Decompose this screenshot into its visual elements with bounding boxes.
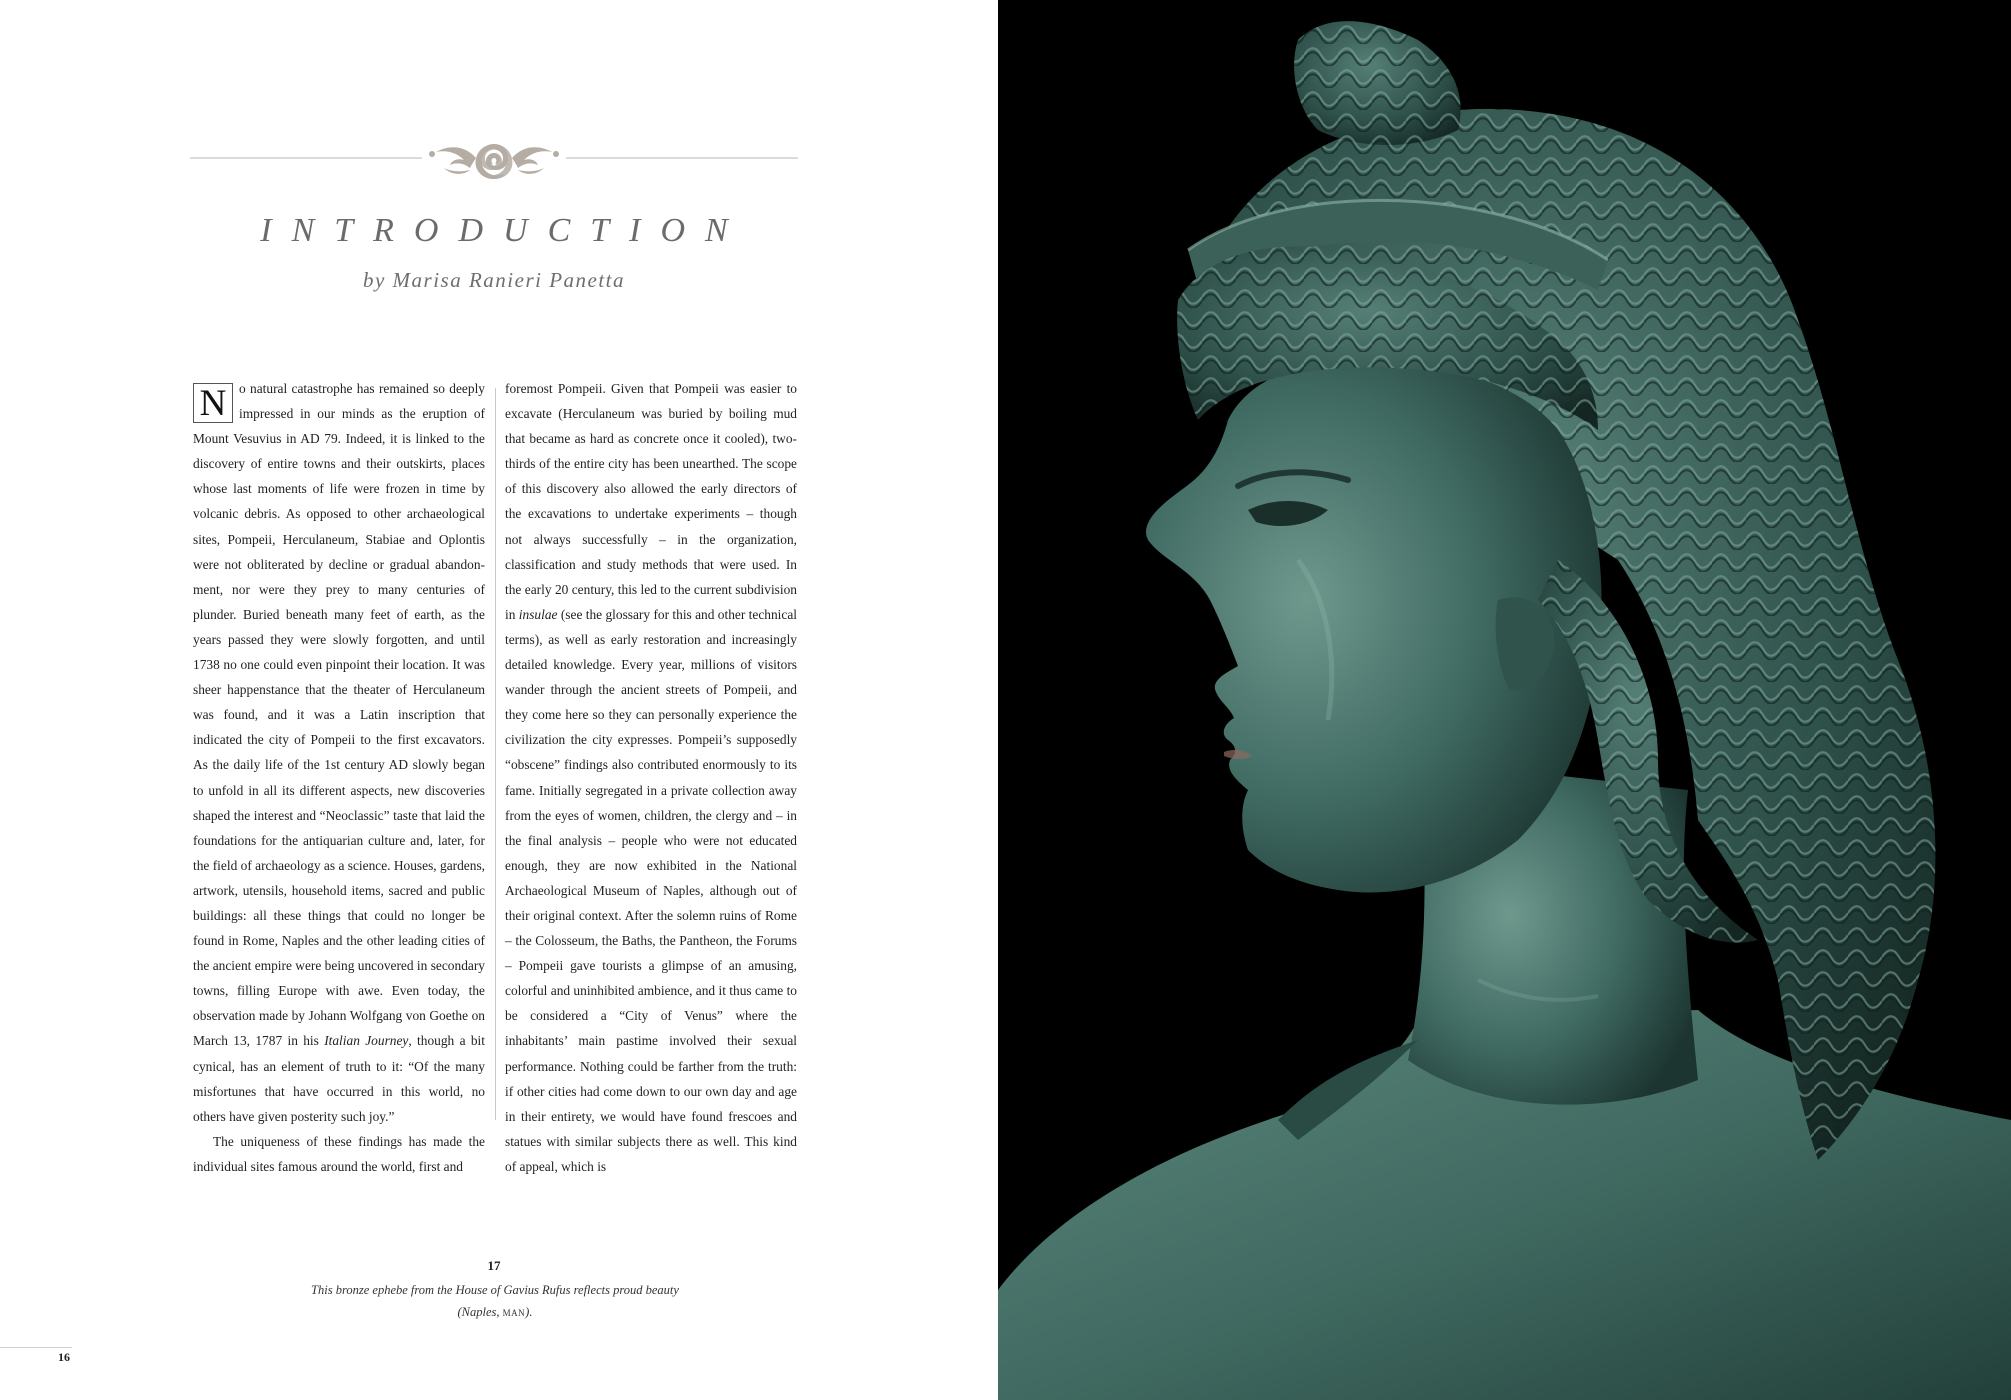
ornament-rule-right	[566, 157, 798, 159]
book-title-italic: Italian Journey	[324, 1033, 409, 1049]
scroll-ornament-icon	[422, 138, 566, 182]
text-column-1	[193, 376, 485, 1179]
column-2-text-end: (see the glossary for this and other technical terms), as well as early restoration and increasingly detailed knowledge. Every year, millions of visitors wander through the ancient streets of Pompeii, and they come here so they can personally experience the civilization the city expresses. Pompeii’s supposedly “obscene” findings also contributed enormously to its fame. Initially segregated in a private collection away from the eyes of women, children, the clergy and – in the final analysis – people who were not educated enough, they are now exhibited in the National Archaeological Museum of Naples, although out of their original context. After the solemn ruins of Rome – the Colosseum, the Baths, the Pantheon, the Forums – Pompeii gave tourists a glimpse of an amusing, colorful and uninhibited ambience, and it thus came to be considered a “City of Venus” where the inhabitants’ main pastime involved their sexual performance. Nothing could be farther from the truth: if other cities had come down to our own day and age in their entirety, we would have found frescoes and statues with similar subjects there as well. This kind of appeal, which is	[505, 606, 798, 1174]
paragraph-1	[193, 376, 485, 1129]
caption-location-close: ).	[525, 1305, 533, 1319]
paragraph-1-text-end: , though a bit cynical, has an element of truth to it: “Of the many misfortunes that have occurred in this world, no others have given posterity such joy.”	[193, 1033, 485, 1124]
paragraph-2-continued	[505, 376, 797, 1179]
paragraph-2: The uniqueness of these findings has made the individual sites famous around the world, first and	[193, 1133, 485, 1174]
caption-museum-abbr: man	[502, 1305, 526, 1319]
ornament-divider	[190, 138, 798, 192]
caption-text: This bronze ephebe from the House of Gavius Rufus reflects proud beauty	[311, 1283, 679, 1297]
text-column-2	[505, 376, 797, 1179]
page-number: 16	[58, 1350, 70, 1364]
chapter-title: INTRODUCTION	[260, 212, 748, 249]
column-divider	[495, 388, 496, 1120]
bronze-ephebe-statue-image	[998, 0, 2011, 1400]
paragraph-1-text: o natural catastrophe has remained so deeply impressed in our minds as the eruption of Mount Vesuvius in AD 79. Indeed, it is linked to the discovery of entire towns and their outskirts, places whose last moments of life were frozen in time by volcanic debris. As opposed to other archaeological sites, Pompeii, Herculaneum, Stabiae and Oplontis were not obliterated by decline or gradual abandonment, nor were they prey to many centuries of plunder. Buried beneath many feet of earth, as the years passed they were slowly forgotten, and until 1738 no one could even pinpoint their location. It was sheer happenstance that the theater of Herculaneum was found, and it was a Latin inscription that indicated the city of Pompeii to the first excavators. As the daily life of the 1st century AD slowly began to unfold in all its different aspects, new discoveries shaped the interest and “Neoclassic” taste that laid the foundations for the antiquarian culture and, later, for the field of archaeology as a science. Houses, gardens, artwork, utensils, household items, sacred and public buildings: all these things that could no longer be found in Rome, Naples and the other leading cities of the ancient empire were being uncovered in secondary towns, filling Europe with awe. Even today, the observation made by Johann Wolfgang von Goethe on March 13, 1787 in his	[193, 381, 485, 1049]
figure-caption	[290, 1279, 700, 1323]
column-2-text: foremost Pompeii. Given that Pompeii was easier to excavate (Herculaneum was buried by boiling mud that became as hard as concrete once it cooled), two-thirds of the entire city has been unearthed. The scope of this discovery also allowed the early directors of the excavations to undertake experiments – though not always successfully – in the organization, classification and study methods that were used. In the early 20 century, this led to the current subdivision in	[505, 381, 797, 622]
ornament-rule-left	[190, 157, 422, 159]
right-page-photo	[998, 0, 2011, 1400]
drop-cap: N	[193, 383, 233, 423]
author-byline: by Marisa Ranieri Panetta	[362, 268, 626, 292]
caption-number: 17	[487, 1258, 501, 1273]
folio-rule	[0, 1347, 72, 1348]
caption-location-open: (Naples,	[457, 1305, 503, 1319]
term-italic: insulae	[518, 606, 558, 622]
left-page	[0, 0, 998, 1400]
